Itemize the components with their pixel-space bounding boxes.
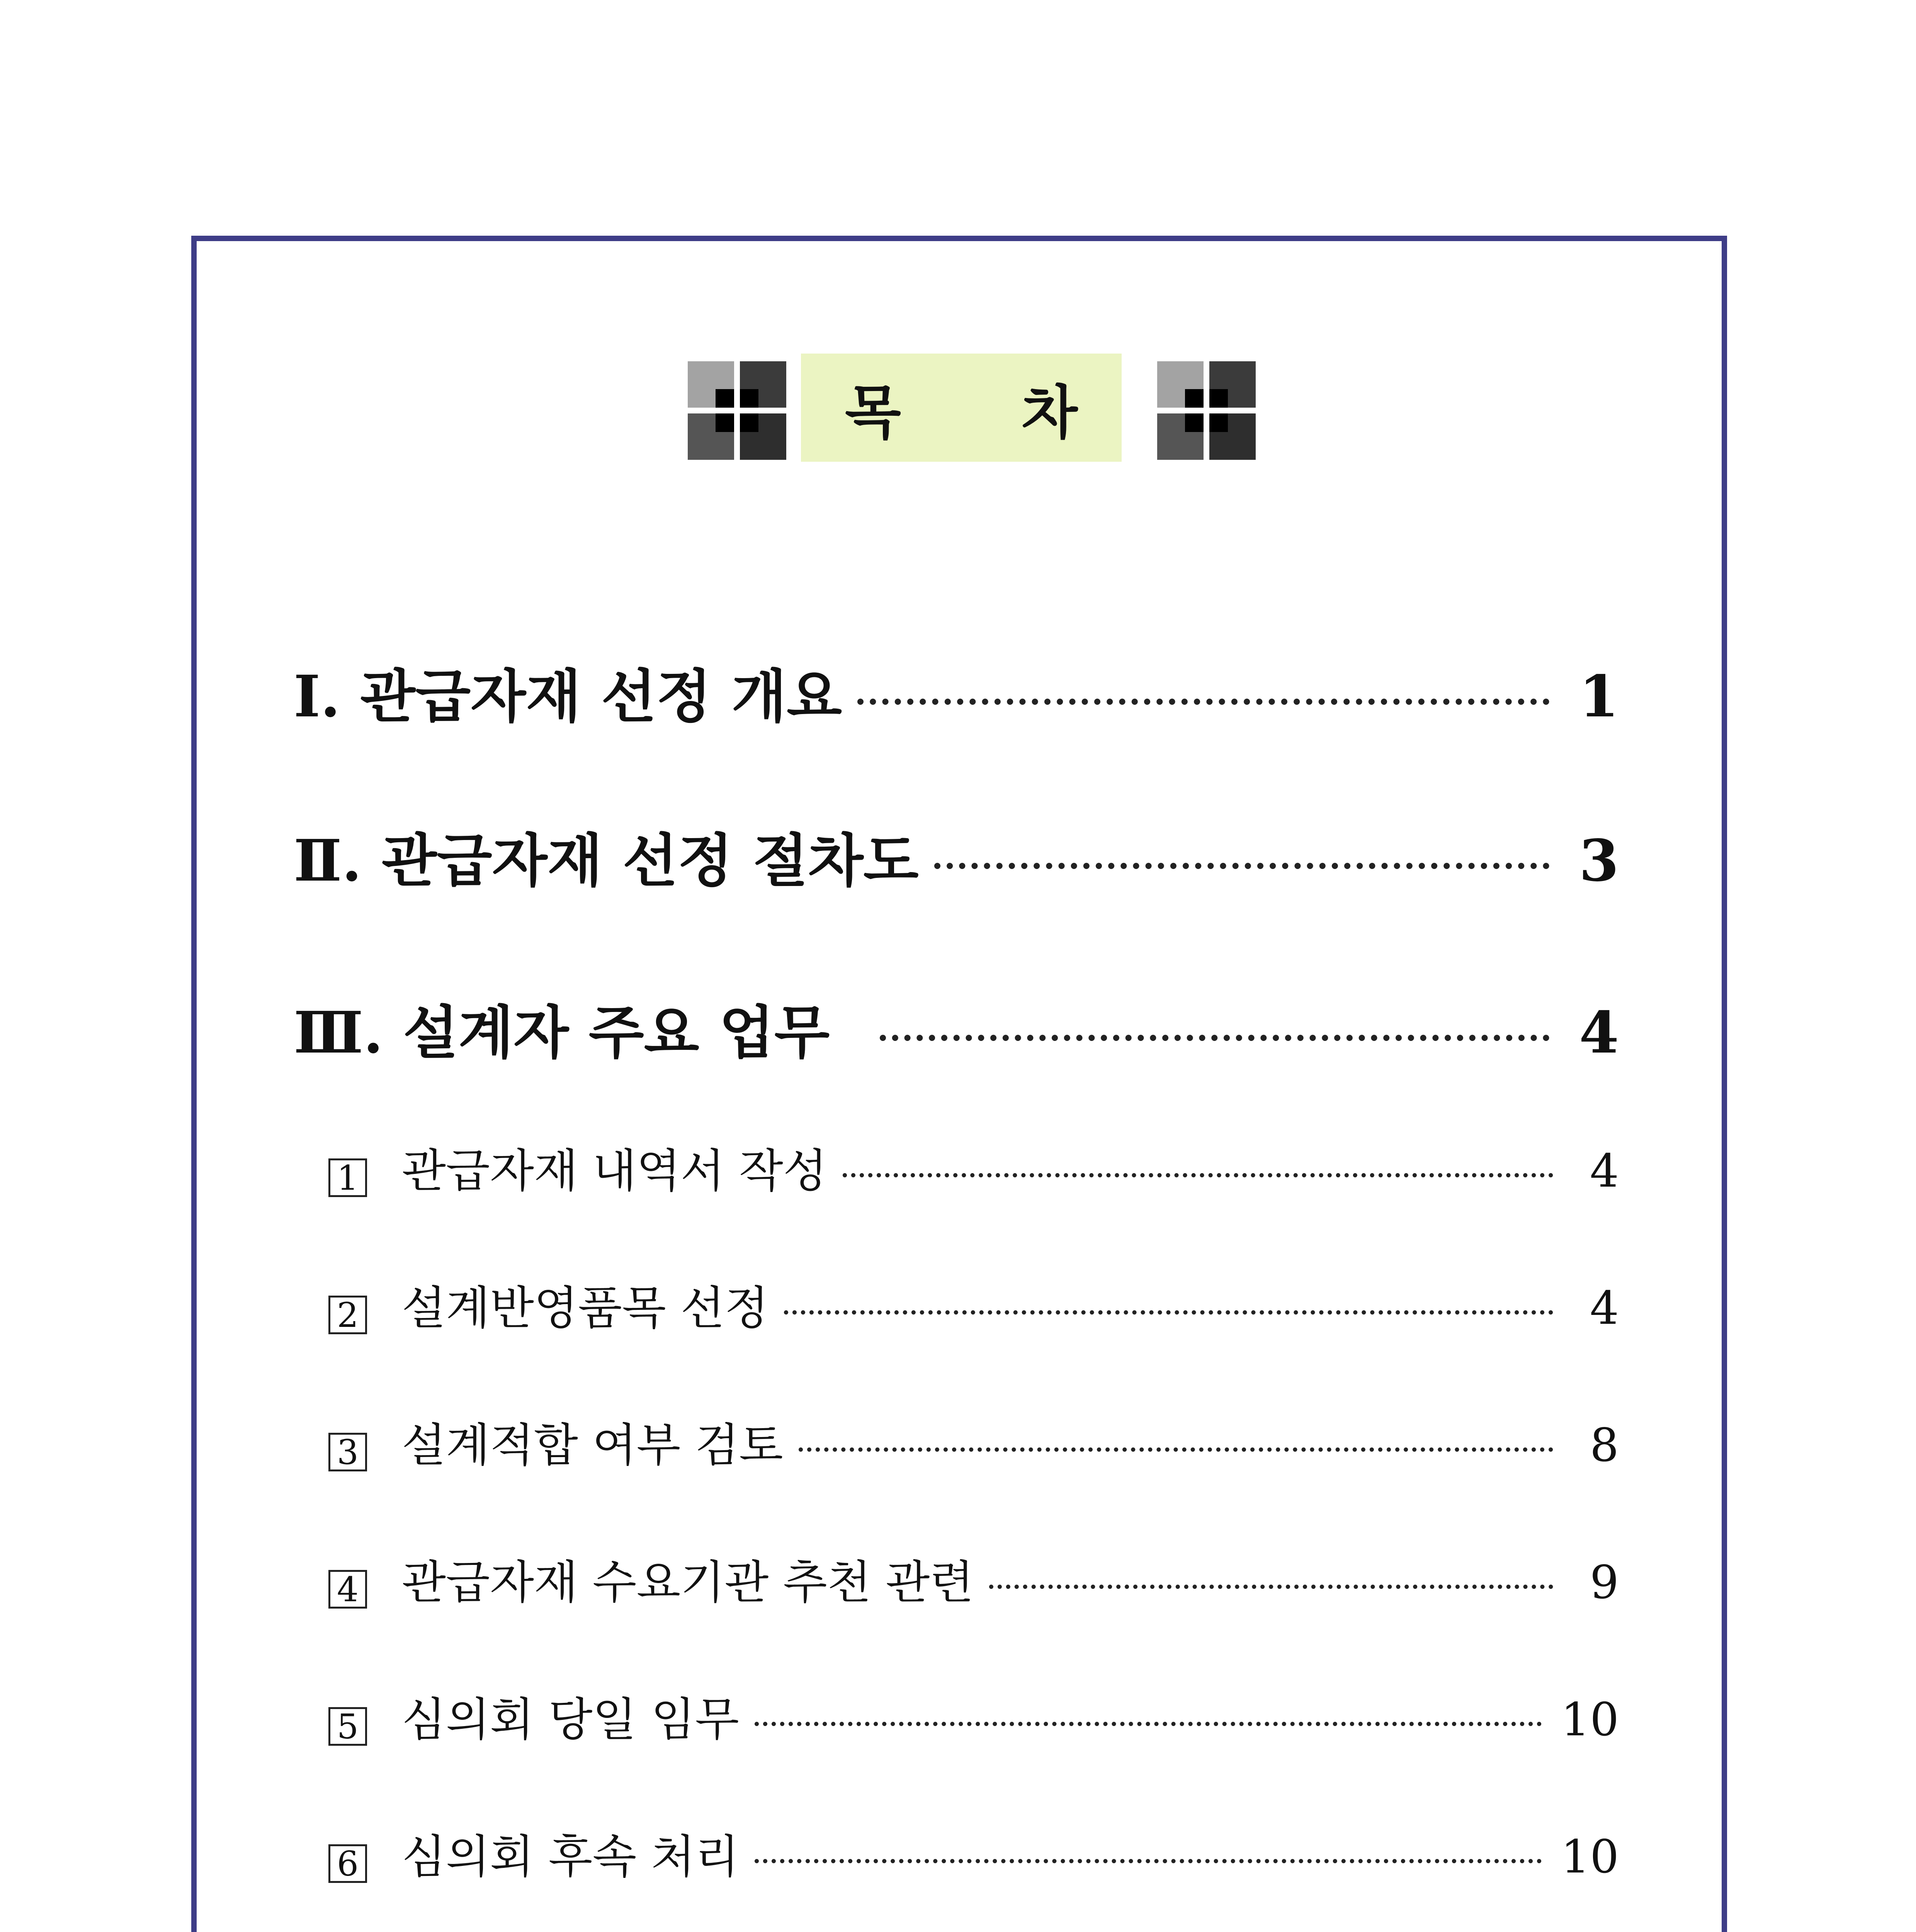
subsection-number-box: 5	[328, 1707, 367, 1746]
toc-entry-page: 4	[1579, 999, 1619, 1066]
toc-entry-subsection-6[interactable]	[328, 1820, 1619, 1886]
toc-entry-page: 4	[1590, 1144, 1619, 1197]
subsection-number-box: 6	[328, 1844, 367, 1883]
toc-entry-label: 설계반영품목 선정	[402, 1281, 769, 1335]
toc-entry-section-2[interactable]	[294, 815, 1619, 897]
toc-entry-label: 설계적합 여부 검토	[402, 1418, 783, 1472]
toc-entry-subsection-5[interactable]	[328, 1683, 1619, 1748]
subsection-number-box: 2	[328, 1296, 367, 1334]
toc-entry-label: Ⅱ. 관급자재 선정 절차도	[294, 827, 919, 894]
toc-entry-label: 관급자재 수요기관 추천 관련	[402, 1556, 974, 1609]
toc-entry-section-1[interactable]	[294, 651, 1619, 733]
toc-entry-page: 3	[1579, 827, 1619, 894]
dot-leader	[934, 863, 1549, 869]
toc-entry-page: 9	[1590, 1556, 1619, 1609]
dot-leader	[843, 1173, 1553, 1177]
toc-entry-page: 4	[1590, 1281, 1619, 1335]
toc-title-left: 목	[845, 379, 901, 447]
toc-entry-section-3[interactable]	[294, 987, 1619, 1069]
toc-title-right: 차	[1022, 379, 1078, 447]
dot-leader	[755, 1722, 1542, 1726]
decorative-mosaic-icon	[688, 361, 786, 460]
subsection-number-box: 4	[328, 1570, 367, 1609]
page-frame	[191, 236, 1727, 1932]
toc-entry-label: 심의회 당일 임무	[402, 1693, 739, 1746]
dot-leader	[799, 1447, 1553, 1452]
dot-leader	[989, 1585, 1553, 1589]
subsection-number-box: 1	[328, 1158, 367, 1197]
toc-entry-subsection-3[interactable]	[328, 1408, 1619, 1474]
toc-entry-page: 1	[1579, 663, 1619, 730]
toc-entry-subsection-1[interactable]	[328, 1134, 1619, 1200]
decorative-mosaic-icon	[1157, 361, 1256, 460]
toc-entry-page: 10	[1561, 1693, 1619, 1746]
dot-leader	[857, 699, 1549, 705]
toc-entry-subsection-4[interactable]	[328, 1546, 1619, 1611]
subsection-number-box: 3	[328, 1433, 367, 1471]
toc-entry-page: 10	[1561, 1830, 1619, 1883]
toc-title	[801, 354, 1122, 462]
dot-leader	[755, 1859, 1542, 1863]
toc-entry-label: 심의회 후속 처리	[402, 1830, 739, 1883]
toc-entry-label: 관급자재 내역서 작성	[402, 1144, 827, 1197]
dot-leader	[784, 1310, 1553, 1315]
toc-entry-label: Ⅰ. 관급자재 선정 개요	[294, 663, 842, 730]
toc-entry-subsection-2[interactable]	[328, 1271, 1619, 1337]
toc-title-block	[688, 354, 1256, 462]
toc-entry-label: Ⅲ. 설계자 주요 업무	[294, 999, 830, 1066]
toc-entry-page: 8	[1590, 1418, 1619, 1472]
dot-leader	[880, 1035, 1549, 1041]
